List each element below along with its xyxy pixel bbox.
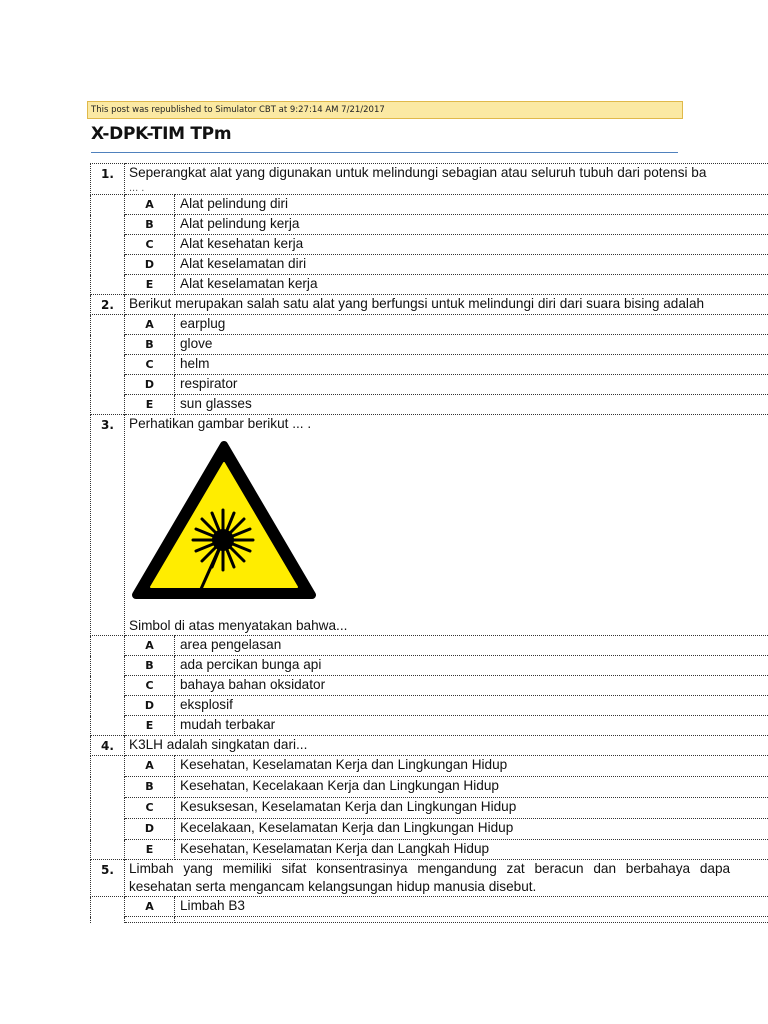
option-row[interactable] xyxy=(91,777,768,798)
question-row-1 xyxy=(91,164,768,195)
title-divider xyxy=(91,152,678,153)
option-text[interactable]: Kecelakaan, Keselamatan Kerja dan Lingkungan Hidup xyxy=(175,819,768,840)
question-table xyxy=(90,163,768,923)
option-text[interactable]: eksplosif xyxy=(175,696,768,716)
option-letter[interactable]: E xyxy=(125,395,175,415)
option-letter[interactable]: D xyxy=(125,375,175,395)
question-row-3 xyxy=(91,415,768,636)
option-letter[interactable]: B xyxy=(125,335,175,355)
option-text[interactable]: glove xyxy=(175,335,768,355)
option-text[interactable]: sun glasses xyxy=(175,395,768,415)
option-text[interactable]: Alat keselamatan diri xyxy=(175,255,768,275)
question-text-line: Seperangkat alat yang digunakan untuk melindungi sebagian atau seluruh tubuh dari potensi ba xyxy=(129,165,707,180)
option-text[interactable]: mudah terbakar xyxy=(175,716,768,736)
question-prompt: Simbol di atas menyatakan bahwa... xyxy=(129,618,348,633)
option-letter[interactable]: C xyxy=(125,235,175,255)
laser-warning-sign-icon xyxy=(131,439,317,601)
option-letter[interactable]: D xyxy=(125,819,175,840)
option-text[interactable]: area pengelasan xyxy=(175,636,768,656)
question-text-continuation: kesehatan serta mengancam kelangsungan hidup manusia disebut. xyxy=(129,879,537,894)
option-row[interactable] xyxy=(91,335,768,355)
option-text[interactable]: earplug xyxy=(175,315,768,335)
option-row[interactable] xyxy=(91,275,768,295)
option-letter[interactable]: E xyxy=(125,275,175,295)
question-text-continuation: ... . xyxy=(129,182,145,194)
option-row[interactable] xyxy=(91,696,768,716)
option-row[interactable] xyxy=(91,716,768,736)
option-row[interactable] xyxy=(91,355,768,375)
option-row[interactable] xyxy=(91,897,768,917)
option-letter[interactable]: E xyxy=(125,716,175,736)
option-letter[interactable]: A xyxy=(125,315,175,335)
option-text[interactable]: Alat pelindung diri xyxy=(175,195,768,215)
option-row[interactable] xyxy=(91,235,768,255)
option-text[interactable]: Alat pelindung kerja xyxy=(175,215,768,235)
option-text[interactable]: Limbah B3 xyxy=(175,897,768,917)
question-number: 5. xyxy=(91,860,125,897)
option-letter[interactable]: C xyxy=(125,355,175,375)
option-row[interactable] xyxy=(91,255,768,275)
question-row-4 xyxy=(91,736,768,756)
option-row[interactable] xyxy=(91,195,768,215)
option-letter[interactable]: D xyxy=(125,696,175,716)
question-row-2 xyxy=(91,295,768,315)
question-text: Berikut merupakan salah satu alat yang berfungsi untuk melindungi diri dari suara bising adalah xyxy=(125,295,768,315)
question-row-5 xyxy=(91,860,768,897)
option-text[interactable]: ada percikan bunga api xyxy=(175,656,768,676)
option-text[interactable]: helm xyxy=(175,355,768,375)
option-row[interactable] xyxy=(91,756,768,777)
option-letter[interactable]: B xyxy=(125,656,175,676)
option-letter[interactable]: E xyxy=(125,840,175,860)
option-row[interactable] xyxy=(91,798,768,819)
option-text[interactable]: Alat kesehatan kerja xyxy=(175,235,768,255)
option-row[interactable] xyxy=(91,215,768,235)
option-letter[interactable]: A xyxy=(125,636,175,656)
question-number: 4. xyxy=(91,736,125,756)
option-row-spacer xyxy=(91,917,768,923)
question-text-line: Limbah yang memiliki sifat konsentrasinya mengandung zat beracun dan berbahaya dapa xyxy=(129,861,731,876)
question-text xyxy=(125,164,768,195)
option-letter[interactable]: A xyxy=(125,897,175,917)
question-number: 1. xyxy=(91,164,125,195)
republish-notice: This post was republished to Simulator CBT at 9:27:14 AM 7/21/2017 xyxy=(87,101,683,119)
question-text xyxy=(125,415,768,636)
option-row[interactable] xyxy=(91,819,768,840)
option-text[interactable]: Alat keselamatan kerja xyxy=(175,275,768,295)
question-text xyxy=(125,860,768,897)
option-letter[interactable]: C xyxy=(125,798,175,819)
question-number: 3. xyxy=(91,415,125,636)
question-number: 2. xyxy=(91,295,125,315)
option-row[interactable] xyxy=(91,636,768,656)
option-row[interactable] xyxy=(91,840,768,860)
option-row[interactable] xyxy=(91,656,768,676)
option-row[interactable] xyxy=(91,395,768,415)
document-title: X-DPK-TIM TPm xyxy=(91,124,232,144)
option-text[interactable]: respirator xyxy=(175,375,768,395)
option-letter[interactable]: C xyxy=(125,676,175,696)
option-letter[interactable]: A xyxy=(125,756,175,777)
option-letter[interactable]: B xyxy=(125,777,175,798)
question-text: K3LH adalah singkatan dari... xyxy=(125,736,768,756)
option-row[interactable] xyxy=(91,375,768,395)
question-text-line: Perhatikan gambar berikut ... . xyxy=(129,416,312,431)
option-text[interactable]: Kesehatan, Keselamatan Kerja dan Lingkungan Hidup xyxy=(175,756,768,777)
option-letter[interactable]: D xyxy=(125,255,175,275)
option-letter[interactable]: A xyxy=(125,195,175,215)
option-letter[interactable]: B xyxy=(125,215,175,235)
option-text[interactable]: Kesehatan, Keselamatan Kerja dan Langkah Hidup xyxy=(175,840,768,860)
option-text[interactable]: Kesuksesan, Keselamatan Kerja dan Lingkungan Hidup xyxy=(175,798,768,819)
option-row[interactable] xyxy=(91,676,768,696)
option-text[interactable]: Kesehatan, Kecelakaan Kerja dan Lingkungan Hidup xyxy=(175,777,768,798)
option-text[interactable]: bahaya bahan oksidator xyxy=(175,676,768,696)
option-row[interactable] xyxy=(91,315,768,335)
